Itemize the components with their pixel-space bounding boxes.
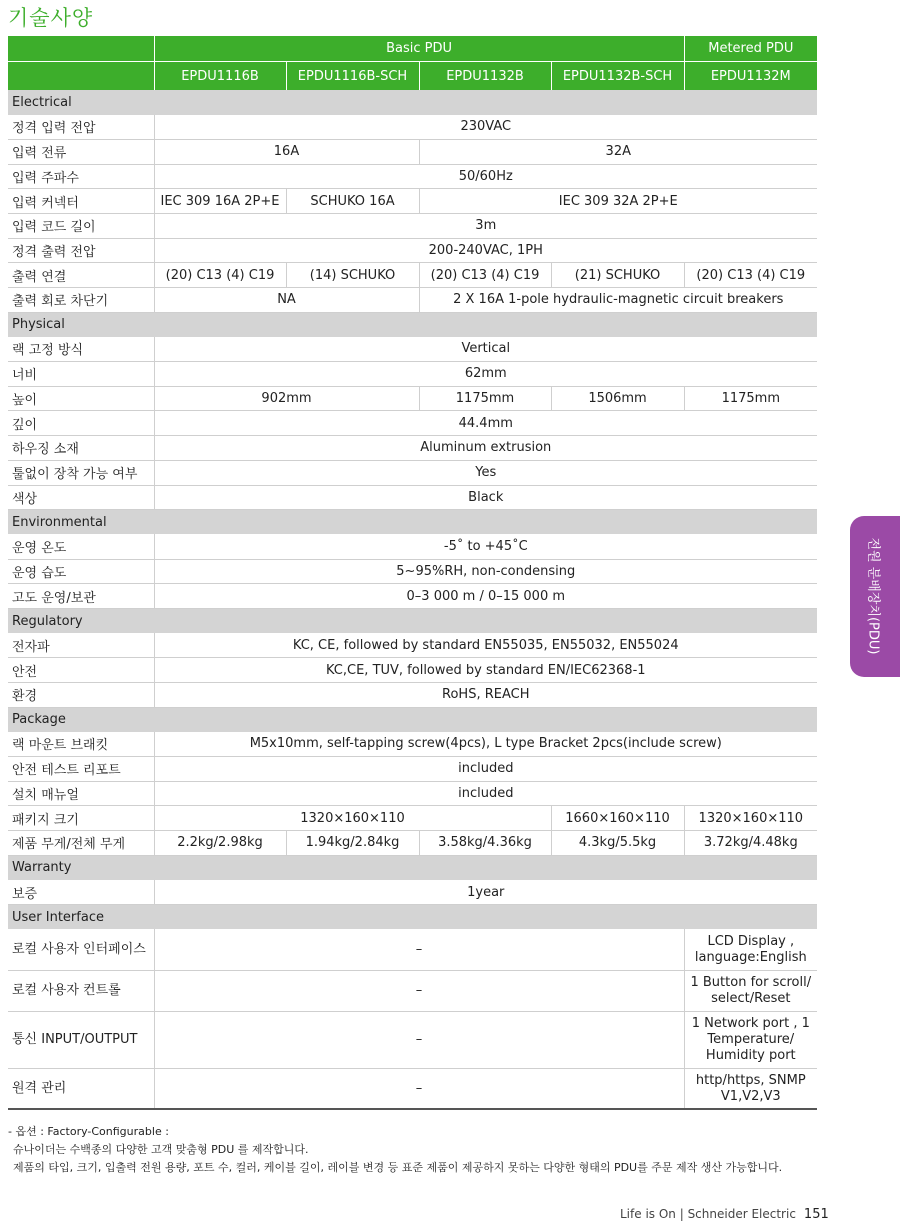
cell: http/https, SNMP V1,V2,V3 [684, 1068, 817, 1109]
table-row [8, 683, 817, 708]
row-label: 원격 관리 [8, 1068, 154, 1109]
cell: Yes [154, 460, 817, 485]
cell: 3.72kg/4.48kg [684, 831, 817, 856]
section-row [8, 510, 817, 535]
cell: Vertical [154, 337, 817, 362]
row-label: 출력 회로 차단기 [8, 288, 154, 313]
row-label: 보증 [8, 880, 154, 905]
row-label: 툴없이 장착 가능 여부 [8, 460, 154, 485]
cell: included [154, 781, 817, 806]
cell: 1year [154, 880, 817, 905]
table-row [8, 411, 817, 436]
table-row [8, 189, 817, 214]
row-label: 색상 [8, 485, 154, 510]
page-footer [620, 1207, 829, 1222]
header-group-metered: Metered PDU [684, 36, 817, 62]
cell: included [154, 757, 817, 782]
cell: 1506mm [551, 386, 684, 411]
row-label: 환경 [8, 683, 154, 708]
section-label: Regulatory [8, 608, 817, 633]
cell: 1 Network port , 1 Temperature/ Humidity port [684, 1011, 817, 1068]
table-row [8, 460, 817, 485]
footnote [8, 1123, 782, 1177]
chapter-side-tab [850, 516, 900, 677]
table-row [8, 559, 817, 584]
cell: 32A [419, 139, 817, 164]
cell: RoHS, REACH [154, 683, 817, 708]
cell: 16A [154, 139, 419, 164]
cell: 902mm [154, 386, 419, 411]
section-row [8, 855, 817, 880]
table-row [8, 732, 817, 757]
table-row [8, 115, 817, 140]
cell: (20) C13 (4) C19 [154, 263, 286, 288]
model-header: EPDU1132B [419, 62, 551, 91]
table-row [8, 880, 817, 905]
cell: 1175mm [419, 386, 551, 411]
footnote-line: - 옵션 : Factory-Configurable : [8, 1125, 169, 1138]
table-row [8, 970, 817, 1011]
cell: – [154, 929, 684, 970]
row-label: 정격 입력 전압 [8, 115, 154, 140]
table-row [8, 1068, 817, 1109]
cell: 2.2kg/2.98kg [154, 831, 286, 856]
row-label: 랙 마운트 브래킷 [8, 732, 154, 757]
model-header: EPDU1132B-SCH [551, 62, 684, 91]
footnote-line: 제품의 타입, 크기, 입출력 전원 용량, 포트 수, 컬러, 케이블 길이, 레이블 변경 등 표준 제품이 제공하지 못하는 다양한 형태의 PDU를 주문 제작 생산 가능합니다. [13, 1161, 783, 1174]
table-row [8, 781, 817, 806]
table-row [8, 139, 817, 164]
header-group-row [8, 36, 817, 62]
row-label: 정격 출력 전압 [8, 238, 154, 263]
cell: (20) C13 (4) C19 [684, 263, 817, 288]
cell: – [154, 1068, 684, 1109]
section-label: Environmental [8, 510, 817, 535]
row-label: 랙 고정 방식 [8, 337, 154, 362]
footer-brand: Life is On | Schneider Electric [620, 1207, 796, 1221]
row-label: 전자파 [8, 633, 154, 658]
cell: 44.4mm [154, 411, 817, 436]
cell: Aluminum extrusion [154, 436, 817, 461]
cell: KC, CE, followed by standard EN55035, EN55032, EN55024 [154, 633, 817, 658]
footnote-line: 슈나이더는 수백종의 다양한 고객 맞춤형 PDU 를 제작합니다. [13, 1143, 309, 1156]
row-label: 안전 [8, 658, 154, 683]
section-row [8, 90, 817, 115]
table-row [8, 757, 817, 782]
section-row [8, 608, 817, 633]
table-row [8, 164, 817, 189]
cell: 1 Button for scroll/ select/Reset [684, 970, 817, 1011]
table-row [8, 213, 817, 238]
table-row [8, 288, 817, 313]
cell: (21) SCHUKO [551, 263, 684, 288]
row-label: 출력 연결 [8, 263, 154, 288]
table-row [8, 263, 817, 288]
cell: 1.94kg/2.84kg [286, 831, 419, 856]
row-label: 통신 INPUT/OUTPUT [8, 1011, 154, 1068]
model-header: EPDU1116B-SCH [286, 62, 419, 91]
row-label: 운영 습도 [8, 559, 154, 584]
row-label: 입력 전류 [8, 139, 154, 164]
row-label: 입력 커넥터 [8, 189, 154, 214]
cell: (20) C13 (4) C19 [419, 263, 551, 288]
cell: 3m [154, 213, 817, 238]
cell: 50/60Hz [154, 164, 817, 189]
cell: 5~95%RH, non-condensing [154, 559, 817, 584]
row-label: 안전 테스트 리포트 [8, 757, 154, 782]
cell: 4.3kg/5.5kg [551, 831, 684, 856]
header-model-row [8, 62, 817, 91]
section-row [8, 707, 817, 732]
row-label: 운영 온도 [8, 534, 154, 559]
table-row [8, 238, 817, 263]
cell: SCHUKO 16A [286, 189, 419, 214]
page-title: 기술사양 [8, 6, 94, 30]
row-label: 입력 코드 길이 [8, 213, 154, 238]
cell: Black [154, 485, 817, 510]
cell: 0–3 000 m / 0–15 000 m [154, 584, 817, 609]
page-number: 151 [803, 1207, 829, 1222]
cell: 62mm [154, 362, 817, 387]
row-label: 고도 운영/보관 [8, 584, 154, 609]
row-label: 깊이 [8, 411, 154, 436]
cell: IEC 309 16A 2P+E [154, 189, 286, 214]
cell: 2 X 16A 1-pole hydraulic-magnetic circuit breakers [419, 288, 817, 313]
section-label: Electrical [8, 90, 817, 115]
row-label: 로컬 사용자 인터페이스 [8, 929, 154, 970]
cell: 1175mm [684, 386, 817, 411]
cell: 230VAC [154, 115, 817, 140]
cell: -5˚ to +45˚C [154, 534, 817, 559]
section-label: User Interface [8, 905, 817, 930]
cell: 1660×160×110 [551, 806, 684, 831]
row-label: 패키지 크기 [8, 806, 154, 831]
row-label: 제품 무게/전체 무게 [8, 831, 154, 856]
section-label: Warranty [8, 855, 817, 880]
cell: M5x10mm, self-tapping screw(4pcs), L type Bracket 2pcs(include screw) [154, 732, 817, 757]
section-row [8, 905, 817, 930]
row-label: 설치 매뉴얼 [8, 781, 154, 806]
spec-table [8, 36, 817, 1110]
table-row [8, 806, 817, 831]
cell: 3.58kg/4.36kg [419, 831, 551, 856]
row-label: 너비 [8, 362, 154, 387]
cell: – [154, 1011, 684, 1068]
row-label: 높이 [8, 386, 154, 411]
table-row [8, 386, 817, 411]
table-row [8, 1011, 817, 1068]
cell: – [154, 970, 684, 1011]
cell: 1320×160×110 [154, 806, 551, 831]
side-tab-label: 전원 분배장치(PDU) [865, 537, 881, 655]
section-label: Package [8, 707, 817, 732]
table-row [8, 584, 817, 609]
cell: NA [154, 288, 419, 313]
cell: (14) SCHUKO [286, 263, 419, 288]
row-label: 로컬 사용자 컨트롤 [8, 970, 154, 1011]
section-row [8, 312, 817, 337]
row-label: 입력 주파수 [8, 164, 154, 189]
cell: KC,CE, TUV, followed by standard EN/IEC62368-1 [154, 658, 817, 683]
row-label: 하우징 소재 [8, 436, 154, 461]
table-row [8, 831, 817, 856]
table-row [8, 658, 817, 683]
cell: 200-240VAC, 1PH [154, 238, 817, 263]
model-header: EPDU1116B [154, 62, 286, 91]
table-row [8, 485, 817, 510]
header-group-basic: Basic PDU [154, 36, 684, 62]
table-row [8, 929, 817, 970]
cell: IEC 309 32A 2P+E [419, 189, 817, 214]
table-row [8, 362, 817, 387]
table-row [8, 436, 817, 461]
cell: 1320×160×110 [684, 806, 817, 831]
table-row [8, 633, 817, 658]
table-row [8, 337, 817, 362]
model-header: EPDU1132M [684, 62, 817, 91]
cell: LCD Display , language:English [684, 929, 817, 970]
table-row [8, 534, 817, 559]
section-label: Physical [8, 312, 817, 337]
